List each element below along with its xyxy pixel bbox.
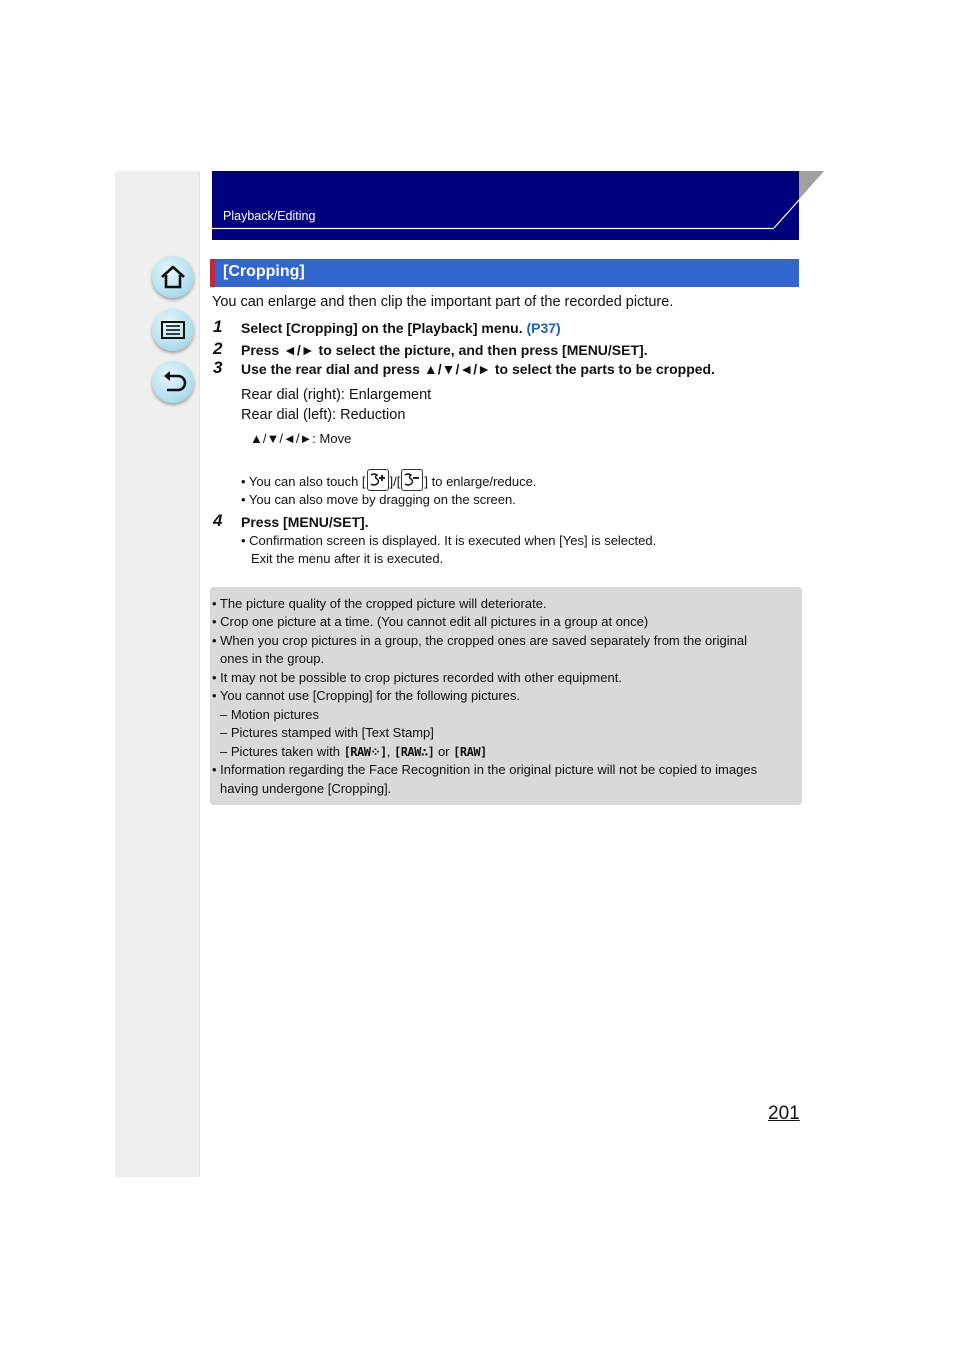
home-button[interactable]: [152, 256, 194, 298]
step-number: 2: [213, 339, 223, 358]
note-item-continued: ones in the group.: [220, 651, 325, 666]
move-text: ▲/▼/◄/►: Move: [250, 431, 352, 446]
page-title: [Cropping]: [223, 263, 305, 280]
confirmation-note: • Confirmation screen is displayed. It is executed when [Yes] is selected.: [241, 533, 657, 548]
note-item-continued: having undergone [Cropping].: [220, 781, 392, 796]
header-underline: [212, 227, 774, 230]
step-number: 4: [213, 511, 223, 530]
menu-button[interactable]: [152, 309, 194, 351]
note-item: • You cannot use [Cropping] for the following pictures.: [212, 688, 521, 703]
raw-fine-mark: [RAW⁘]: [343, 745, 387, 759]
note-item: • When you crop pictures in a group, the cropped ones are saved separately from the original: [212, 633, 747, 648]
step-4-text: Press [MENU/SET].: [241, 514, 369, 530]
exit-note: Exit the menu after it is executed.: [251, 551, 444, 566]
note-item: • Crop one picture at a time. (You cannot edit all pictures in a group at once): [212, 614, 649, 629]
zoom-in-icon[interactable]: [367, 469, 389, 491]
step-1-label: Select [Cropping] on the [Playback] menu.: [241, 320, 523, 336]
back-button[interactable]: [152, 361, 194, 403]
step-number: 1: [213, 317, 223, 336]
home-icon: [158, 262, 188, 292]
raw-or: or: [434, 744, 454, 759]
dial-left-text: Rear dial (left): Reduction: [241, 407, 406, 423]
raw-standard-mark: [RAW∴]: [393, 745, 435, 759]
step-1-text: [241, 320, 561, 336]
zoom-out-icon[interactable]: [401, 469, 423, 491]
step-3-text: Use the rear dial and press ▲/▼/◄/► to select the parts to be cropped.: [241, 361, 715, 377]
step-number: 3: [213, 358, 223, 377]
raw-separator: ,: [386, 744, 394, 759]
touch-note-separator: ]/[: [389, 474, 401, 489]
note-subitem-raw: [220, 744, 487, 759]
touch-note: [241, 474, 536, 491]
menu-list-icon: [158, 315, 188, 345]
note-subitem: – Motion pictures: [220, 707, 319, 722]
touch-note-suffix: ] to enlarge/reduce.: [424, 474, 537, 489]
dial-right-text: Rear dial (right): Enlargement: [241, 387, 432, 403]
raw-mark: [RAW]: [453, 745, 487, 759]
page-link-p37[interactable]: (P37): [526, 320, 561, 336]
touch-note-prefix: • You can also touch [: [241, 474, 366, 489]
raw-note-prefix: – Pictures taken with: [220, 744, 344, 759]
section-label: Playback/Editing: [223, 209, 316, 223]
note-item: • Information regarding the Face Recognition in the original picture will not be copied to images: [212, 762, 758, 777]
note-item: • It may not be possible to crop pictures recorded with other equipment.: [212, 670, 622, 685]
page-number: 201: [768, 1103, 800, 1124]
intro-text: You can enlarge and then clip the important part of the recorded picture.: [212, 294, 674, 310]
drag-note: • You can also move by dragging on the screen.: [241, 492, 516, 507]
back-arrow-icon: [158, 367, 188, 397]
step-2-text: Press ◄/► to select the picture, and then press [MENU/SET].: [241, 342, 648, 358]
note-subitem: – Pictures stamped with [Text Stamp]: [220, 725, 434, 740]
note-item: • The picture quality of the cropped picture will deteriorate.: [212, 596, 547, 611]
